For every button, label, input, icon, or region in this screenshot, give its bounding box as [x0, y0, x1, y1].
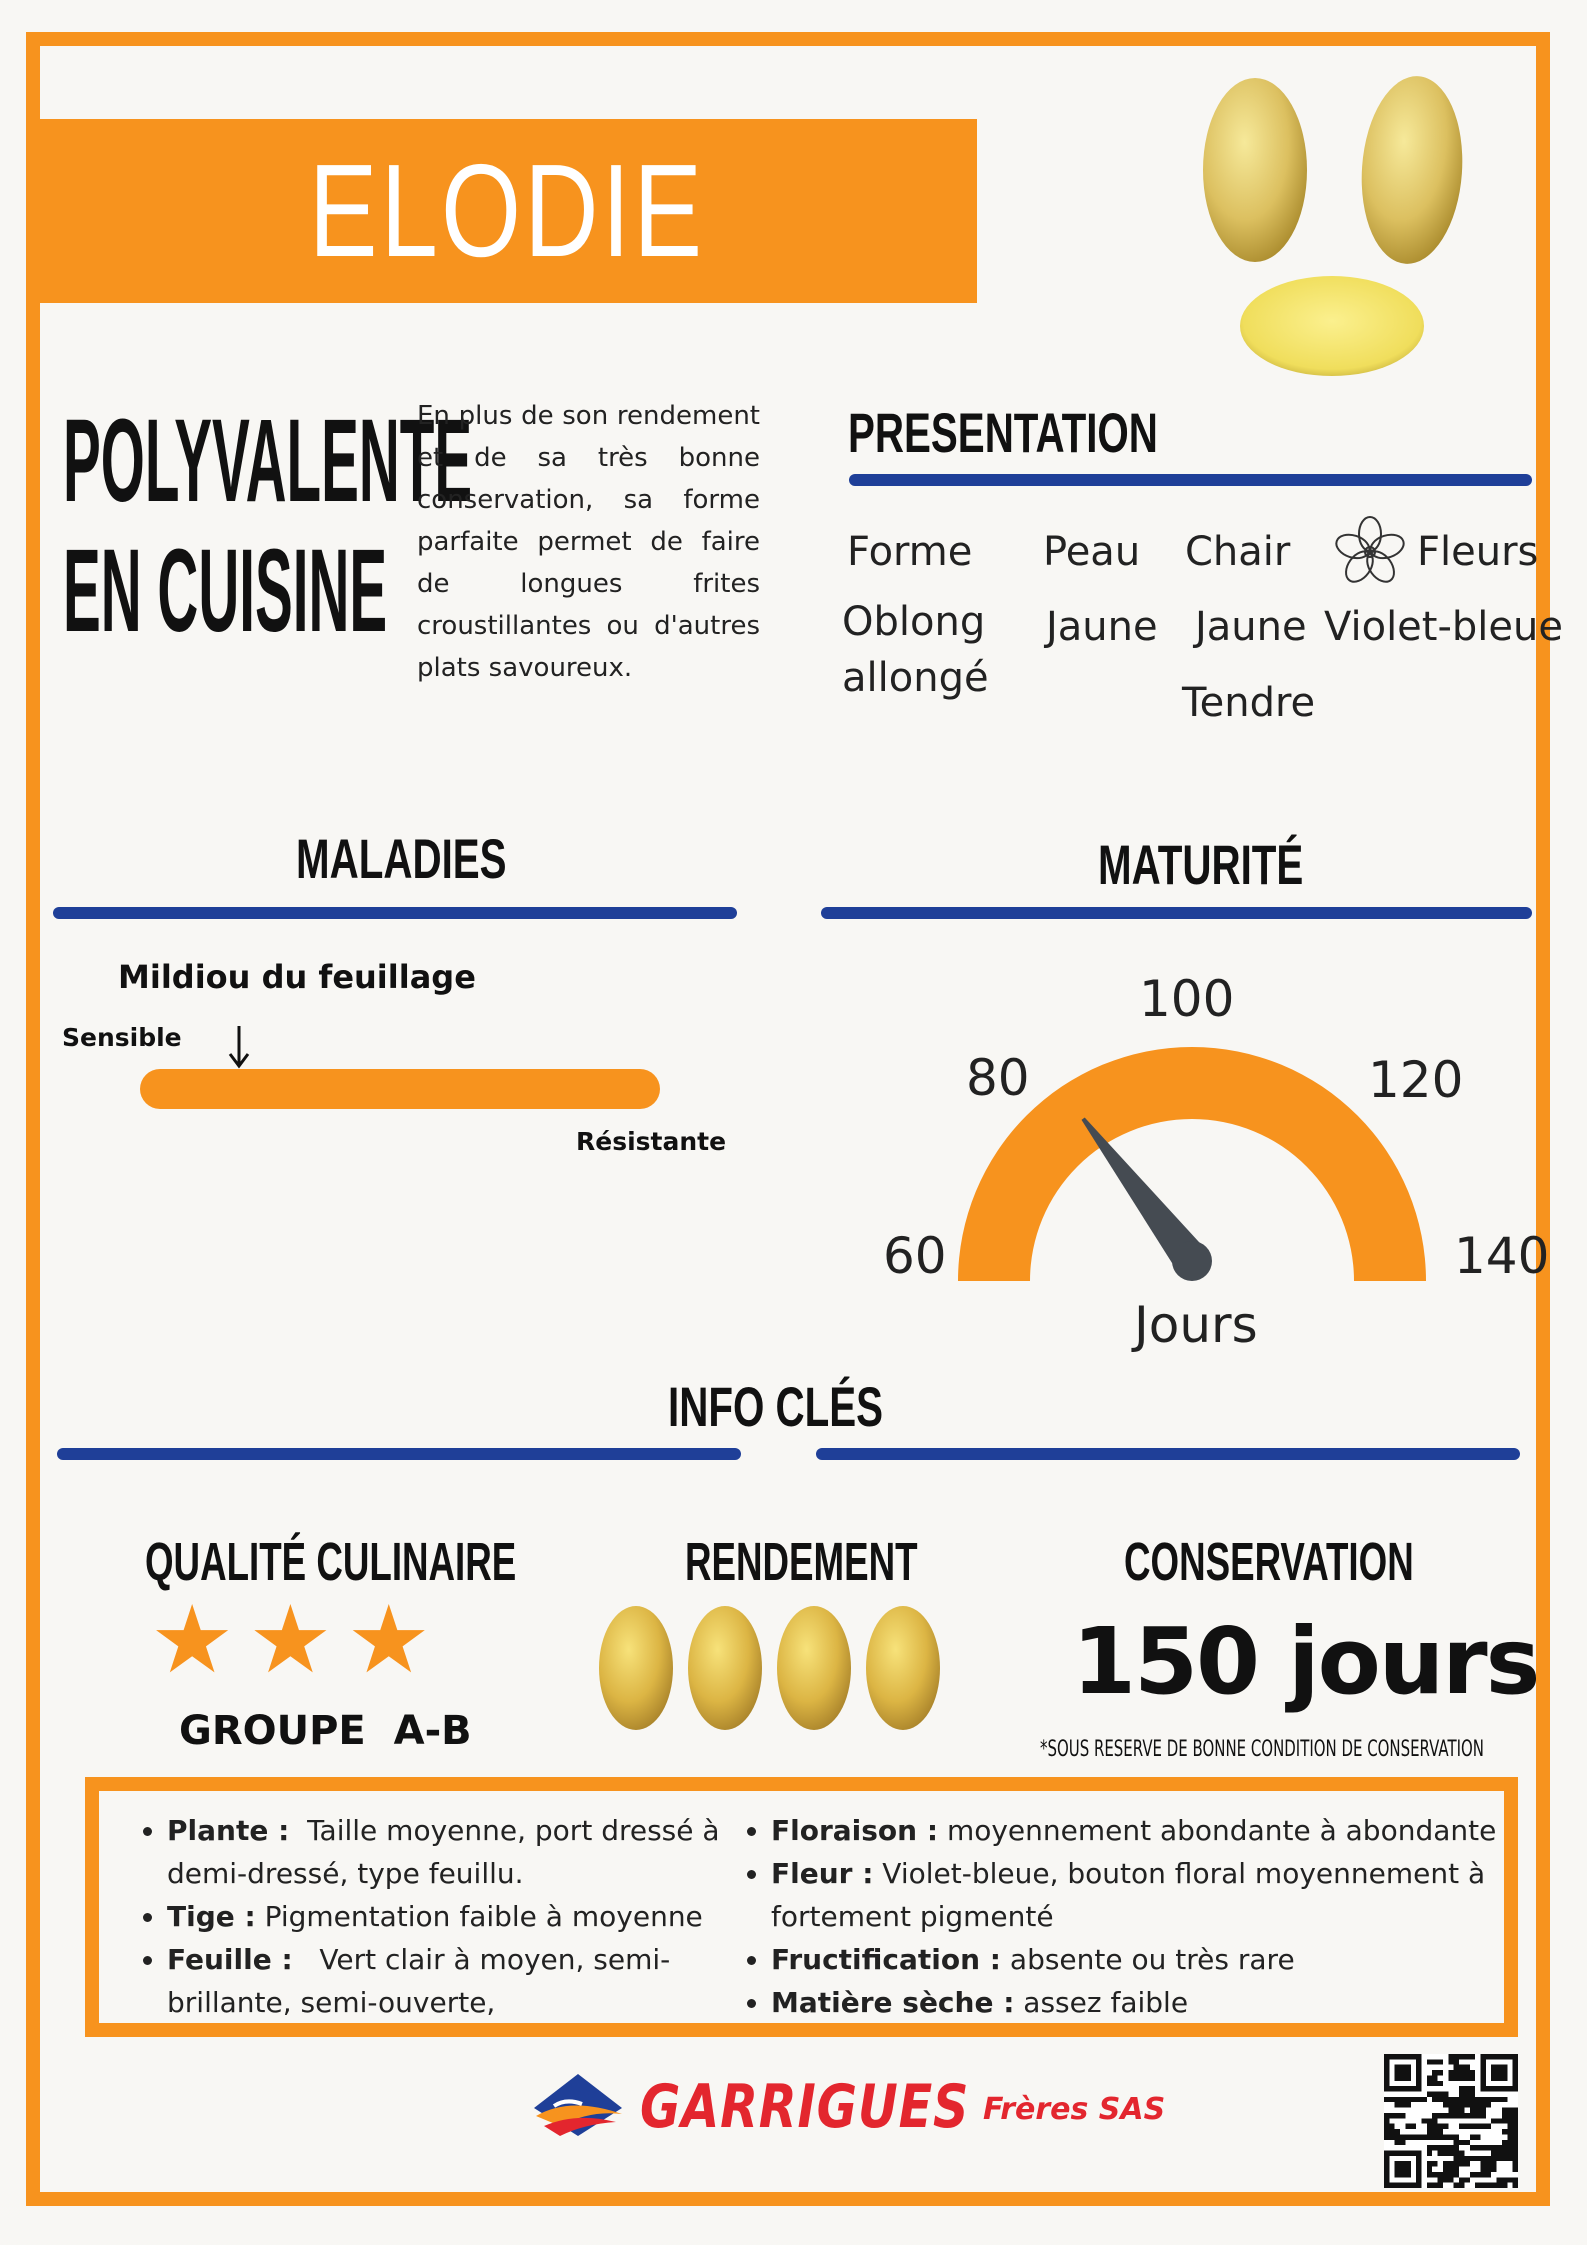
chair-label: Chair — [1185, 529, 1291, 575]
brand-name: GARRIGUES — [640, 2072, 970, 2142]
garrigues-logo-icon — [530, 2070, 630, 2150]
gauge-hub — [1172, 1241, 1212, 1281]
potato-left — [1203, 78, 1307, 262]
gauge-tick-140: 140 — [1454, 1227, 1550, 1285]
forme-value-2: allongé — [842, 655, 989, 701]
forme-label: Forme — [847, 529, 973, 575]
feature-tige: • Tige : Pigmentation faible à moyenne — [167, 1895, 733, 1938]
potato-cut — [1240, 276, 1424, 376]
potato-icon — [688, 1606, 762, 1730]
potato-icon — [777, 1606, 851, 1730]
maturite-heading: MATURITÉ — [1098, 833, 1304, 896]
presentation-heading: PRESENTATION — [848, 401, 1158, 464]
feature-fleur: • Fleur : Violet-bleue, bouton floral moyennement à fortement pigmenté — [771, 1852, 1497, 1938]
features-right — [737, 1809, 1497, 2024]
info-divider-left — [57, 1448, 741, 1460]
features-box — [85, 1777, 1518, 2037]
flower-icon — [1332, 514, 1408, 590]
potato-right — [1356, 73, 1469, 268]
feature-feuille: • Feuille : Vert clair à moyen, semi-brillante, semi-ouverte, — [167, 1938, 733, 2024]
gauge-tick-120: 120 — [1368, 1051, 1464, 1109]
gauge-unit: Jours — [1134, 1296, 1258, 1354]
rendement-heading: RENDEMENT — [685, 1532, 918, 1592]
maladies-divider — [53, 907, 737, 919]
intro-text: En plus de son rendement et de sa très bonne conservation, sa forme parfaite permet de faire de longues frites croustillantes ou d'autres plats savoureux. — [417, 401, 760, 683]
potato-icon — [866, 1606, 940, 1730]
potato-photo — [1195, 68, 1495, 388]
peau-value: Jaune — [1046, 604, 1158, 650]
tagline-line1: POLYVALENTE — [63, 395, 473, 527]
feature-plante: • Plante : Taille moyenne, port dressé à demi-dressé, type feuillu. — [167, 1809, 733, 1895]
feature-matiere-seche: • Matière sèche : assez faible — [771, 1981, 1497, 2024]
maturite-divider — [821, 907, 1532, 919]
star-rating — [150, 1586, 431, 1695]
down-arrow-icon — [224, 1024, 254, 1074]
tagline-line2: EN CUISINE — [63, 525, 388, 657]
variety-title: ELODIE — [308, 137, 706, 284]
sensible-label: Sensible — [62, 1023, 182, 1052]
star-icon: ★ — [150, 1586, 235, 1695]
info-divider-right — [816, 1448, 1520, 1460]
resistance-bar — [140, 1069, 660, 1109]
forme-value-1: Oblong — [842, 599, 986, 645]
gauge-tick-100: 100 — [1139, 970, 1235, 1028]
feature-floraison: • Floraison : moyennement abondante à abondante — [771, 1809, 1497, 1852]
fleurs-value: Violet-bleue — [1324, 604, 1563, 650]
star-icon: ★ — [346, 1586, 431, 1695]
yield-potatoes — [588, 1600, 968, 1740]
maladies-heading: MALADIES — [296, 827, 507, 890]
disease-name: Mildiou du feuillage — [118, 958, 476, 996]
conservation-value: 150 jours — [1072, 1608, 1539, 1715]
brand-suffix: Frères SAS — [983, 2092, 1166, 2127]
qr-code — [1384, 2054, 1518, 2188]
peau-label: Peau — [1043, 529, 1141, 575]
qualite-heading: QUALITÉ CULINAIRE — [145, 1532, 517, 1592]
conservation-note: *SOUS RESERVE DE BONNE CONDITION DE CONSERVATION — [1040, 1737, 1485, 1762]
gauge-tick-80: 80 — [966, 1049, 1030, 1107]
potato-icon — [599, 1606, 673, 1730]
feature-fructification: • Fructification : absente ou très rare — [771, 1938, 1497, 1981]
presentation-divider — [849, 474, 1532, 486]
resistante-label: Résistante — [576, 1127, 727, 1156]
info-cles-heading: INFO CLÉS — [668, 1375, 884, 1438]
star-icon: ★ — [248, 1586, 333, 1695]
chair-value-1: Jaune — [1195, 604, 1307, 650]
conservation-heading: CONSERVATION — [1124, 1532, 1414, 1592]
culinary-group: GROUPE A-B — [179, 1708, 472, 1754]
chair-value-2: Tendre — [1182, 680, 1316, 726]
gauge-tick-60: 60 — [883, 1227, 947, 1285]
fleurs-label: Fleurs — [1417, 529, 1539, 575]
features-left — [133, 1809, 733, 2024]
